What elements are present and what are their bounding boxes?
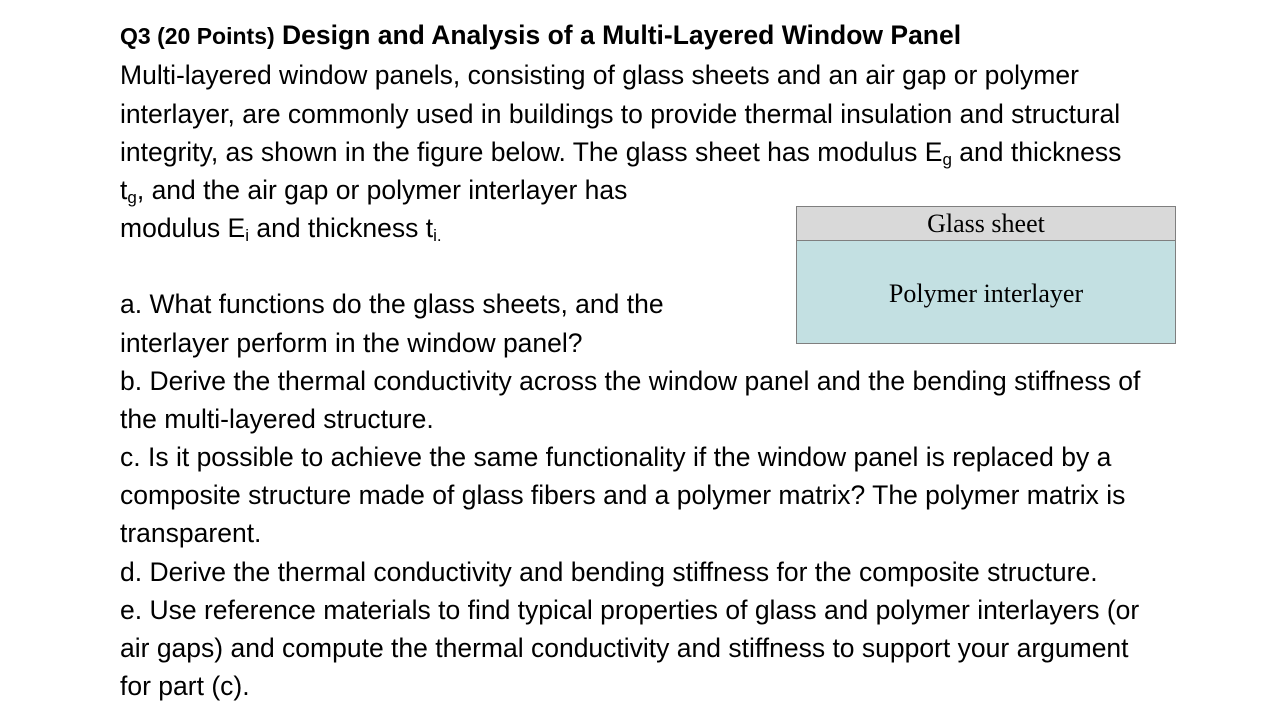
part-a-line-1: a. What functions do the glass sheets, and the	[120, 289, 664, 319]
subscript-g: g	[942, 150, 952, 169]
glass-sheet-label: Glass sheet	[927, 209, 1045, 238]
intro-line-4-t: t	[120, 175, 128, 205]
polymer-interlayer-layer	[797, 241, 1175, 343]
question-heading: Design and Analysis of a Multi-Layered Window Panel	[282, 20, 962, 50]
subscript-i: i.	[433, 226, 442, 245]
window-panel-figure	[796, 206, 1176, 344]
subscript-i: i	[245, 226, 249, 245]
intro-line-5	[120, 209, 442, 247]
part-d-line-1: d. Derive the thermal conductivity and bending stiffness for the composite structure.	[120, 557, 1098, 587]
part-b-line-2: the multi-layered structure.	[120, 404, 434, 434]
question-label: Q3 (20 Points)	[120, 23, 275, 49]
question-title	[120, 16, 961, 55]
part-e-line-2: air gaps) and compute the thermal conductivity and stiffness to support your argument	[120, 633, 1129, 663]
subscript-g: g	[127, 188, 137, 207]
intro-line-4-text: , and the air gap or polymer interlayer has	[136, 175, 628, 205]
intro-line-3-text: integrity, as shown in the figure below. The glass sheet has modulus E	[120, 137, 943, 167]
part-c-line-2: composite structure made of glass fibers and a polymer matrix? The polymer matrix is	[120, 480, 1126, 510]
intro-line-5-mid: and thickness t	[248, 213, 434, 243]
intro-line-5-text: modulus E	[120, 213, 246, 243]
intro-line-3-tail: and thickness	[951, 137, 1122, 167]
intro-line-3	[120, 133, 1121, 171]
part-a-line-2: interlayer perform in the window panel?	[120, 328, 583, 358]
part-e-line-1: e. Use reference materials to find typical properties of glass and polymer interlayers (or	[120, 595, 1140, 625]
part-b-line-1: b. Derive the thermal conductivity across the window panel and the bending stiffness of	[120, 366, 1141, 396]
polymer-interlayer-label: Polymer interlayer	[888, 279, 1084, 308]
part-c-line-1: c. Is it possible to achieve the same functionality if the window panel is replaced by a	[120, 442, 1112, 472]
intro-line-4	[120, 171, 627, 209]
intro-line-1: Multi-layered window panels, consisting of glass sheets and an air gap or polymer	[120, 60, 1079, 90]
part-e-line-3: for part (c).	[120, 671, 250, 701]
glass-sheet-layer	[797, 207, 1175, 241]
part-c-line-3: transparent.	[120, 518, 262, 548]
intro-line-2: interlayer, are commonly used in buildings to provide thermal insulation and structural	[120, 99, 1121, 129]
